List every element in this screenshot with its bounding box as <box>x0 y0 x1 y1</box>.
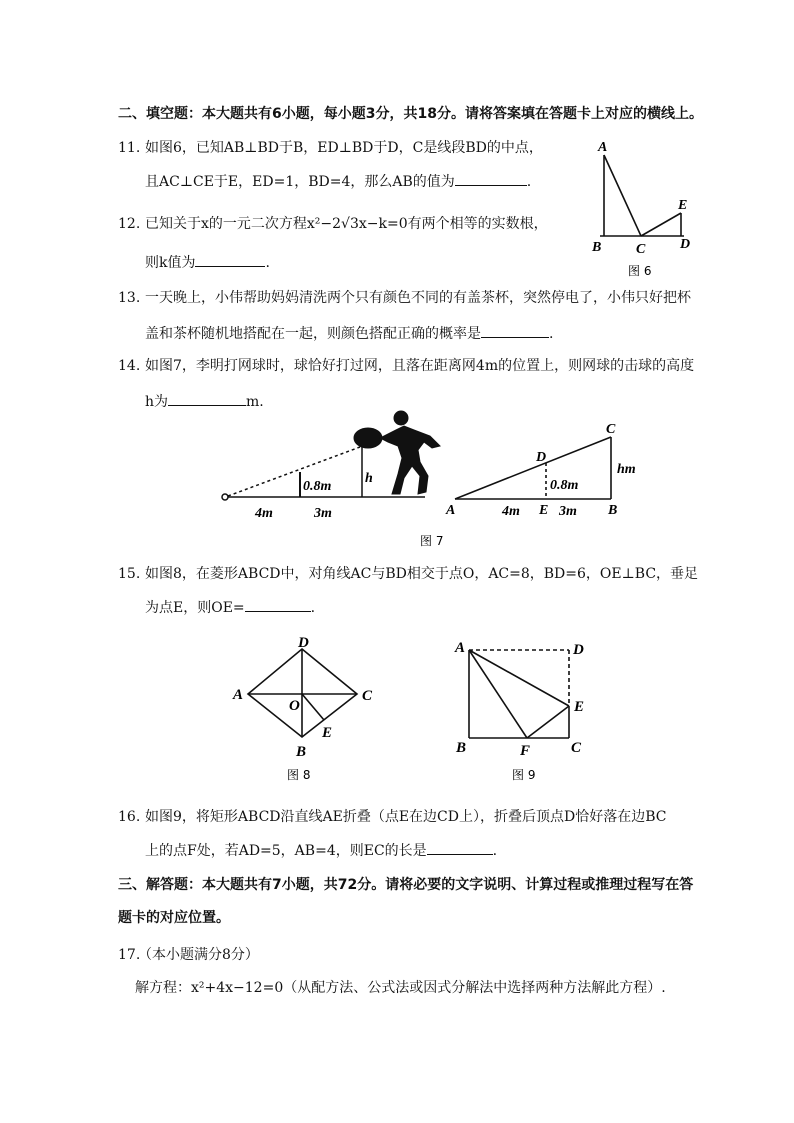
figure-8 <box>248 649 357 737</box>
q15-text: 为点E，则OE= <box>145 600 245 616</box>
fig9-label-E: E <box>574 699 585 715</box>
q14-number: 14. <box>118 358 141 374</box>
fig7-player-head <box>394 411 408 425</box>
q17-title: （本小题满分8分） <box>138 947 259 963</box>
section3-line1: 三、解答题：本大题共有7小题，共72分。请将必要的文字说明、计算过程或推理过程写在答 <box>118 877 694 893</box>
fig6-label-B: B <box>592 240 602 255</box>
q14-text: h为 <box>145 394 169 410</box>
q11-line1: 如图6，已知AB⊥BD于B，ED⊥BD于D，C是线段BD的中点， <box>145 140 543 156</box>
figure-9 <box>469 650 569 738</box>
fig6-segment-AC <box>604 155 641 236</box>
q13-line1: 一天晚上，小伟帮助妈妈清洗两个只有颜色不同的有盖茶杯，突然停电了，小伟只好把杯 <box>145 290 691 306</box>
fig6-caption: 图 6 <box>628 264 652 278</box>
q13-text: 盖和茶杯随机地搭配在一起，则颜色搭配正确的概率是 <box>145 326 481 342</box>
fig8-label-B: B <box>296 744 307 760</box>
fig7-left-h-label: h <box>365 471 373 486</box>
q11-text: 且AC⊥CE于E，ED=1，BD=4，那么AB的值为 <box>145 174 455 190</box>
fig7-right-label-hm: hm <box>617 462 636 477</box>
fig6-segment-CE <box>641 213 681 236</box>
q13-number: 13. <box>118 290 141 306</box>
q15-number: 15. <box>118 566 141 582</box>
fig9-segment-FE <box>527 706 569 738</box>
q16-end: . <box>492 843 498 859</box>
fig7-segment-AC <box>455 437 611 499</box>
fig7-right-label-4m: 4m <box>502 504 520 519</box>
q12-text: 则k值为 <box>145 255 196 271</box>
fig6-label-C: C <box>636 242 646 257</box>
q13-end: . <box>549 326 554 342</box>
q11-number: 11. <box>118 140 141 156</box>
fig7-ball-path <box>228 447 360 496</box>
fig8-label-D: D <box>298 635 309 651</box>
q14-end: m. <box>246 394 264 410</box>
q16-text: 上的点F处，若AD=5，AB=4，则EC的长是 <box>145 843 427 859</box>
fig6-label-E: E <box>678 198 688 213</box>
fig7-caption: 图 7 <box>420 534 444 548</box>
q15-end: . <box>310 600 316 616</box>
section2-heading: 二、填空题：本大题共有6小题，每小题3分，共18分。请将答案填在答题卡上对应的横线上。 <box>118 106 703 122</box>
fig7-right-label-E: E <box>539 503 549 518</box>
fig8-label-E: E <box>322 725 333 741</box>
fig6-label-D: D <box>680 237 691 252</box>
q12-line1: 已知关于x的一元二次方程x²−2√3x−k=0有两个相等的实数根， <box>145 216 548 232</box>
fig9-label-B: B <box>456 740 467 756</box>
q14-line1: 如图7，李明打网球时，球恰好打过网，且落在距离网4m的位置上，则网球的击球的高度 <box>145 358 695 374</box>
fig9-label-D: D <box>573 642 584 658</box>
fig7-racket <box>354 428 382 448</box>
fig8-label-A: A <box>233 687 244 703</box>
fig7-right-label-C: C <box>606 422 616 437</box>
section3-line2: 题卡的对应位置。 <box>118 910 230 926</box>
q12-number: 12. <box>118 216 141 232</box>
fig8-caption: 图 8 <box>287 768 311 782</box>
fig9-label-A: A <box>455 640 466 656</box>
fig7-left-4m: 4m <box>255 506 273 521</box>
fig7-right-label-08: 0.8m <box>550 478 579 493</box>
fig9-segment-AE <box>469 650 569 706</box>
fig7-right-label-A: A <box>446 503 456 518</box>
fig8-label-C: C <box>362 688 373 704</box>
fig7-left-net-label: 0.8m <box>303 479 332 494</box>
fig7-right-label-D: D <box>536 450 547 465</box>
fig7-left-3m: 3m <box>314 506 332 521</box>
fig7-right-label-B: B <box>608 503 618 518</box>
fig9-label-C: C <box>571 740 582 756</box>
fig8-segment-OE <box>302 694 324 720</box>
q11-end: . <box>526 174 532 190</box>
fig9-label-F: F <box>520 743 531 759</box>
fig6-label-A: A <box>598 140 608 155</box>
fig9-segment-AF <box>469 650 527 738</box>
fig7-right-label-3m: 3m <box>559 504 577 519</box>
fig9-caption: 图 9 <box>512 768 536 782</box>
q17-body: 解方程：x²+4x−12=0（从配方法、公式法或因式分解法中选择两种方法解此方程）. <box>135 980 666 996</box>
fig7-player-body <box>380 426 440 494</box>
figure-7-triangle <box>455 437 611 499</box>
q15-line1: 如图8，在菱形ABCD中，对角线AC与BD相交于点O，AC=8，BD=6，OE⊥BC，垂足 <box>145 566 699 582</box>
fig7-ball-landing-point <box>222 494 228 500</box>
fig8-label-O: O <box>289 698 300 714</box>
q17-number: 17. <box>118 947 141 963</box>
q16-line1: 如图9，将矩形ABCD沿直线AE折叠（点E在边CD上），折叠后顶点D恰好落在边BC <box>145 809 667 825</box>
figure-6 <box>600 155 684 236</box>
q12-end: . <box>265 255 270 271</box>
q16-number: 16. <box>118 809 141 825</box>
